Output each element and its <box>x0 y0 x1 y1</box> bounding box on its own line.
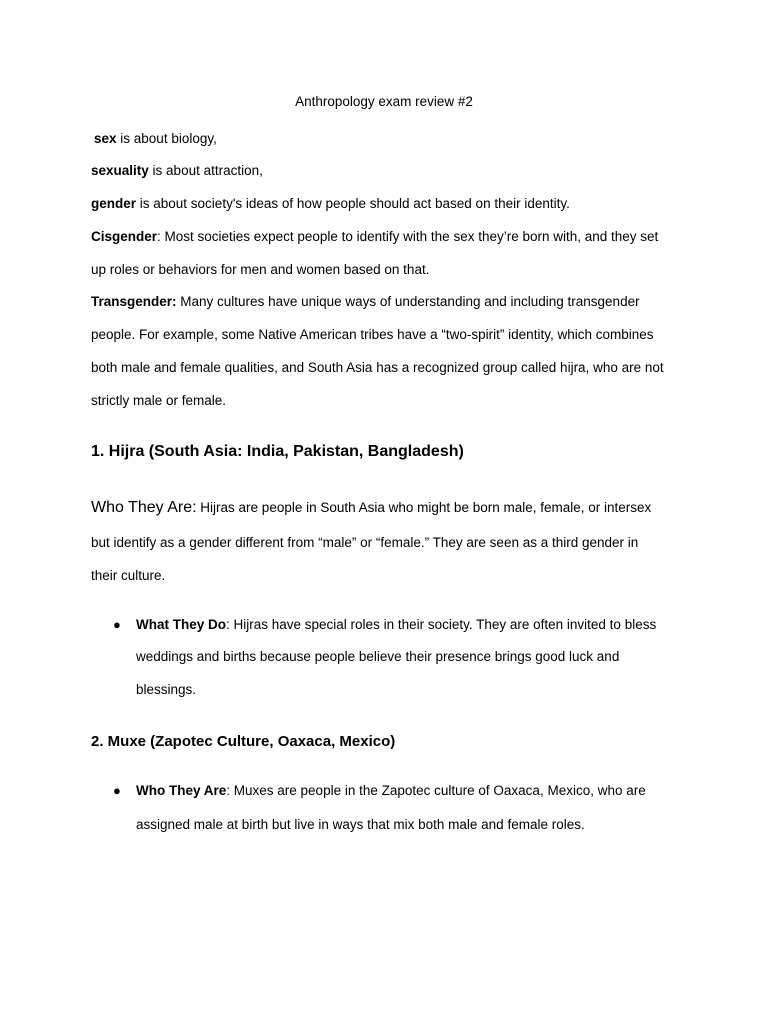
term-sex: sex <box>94 131 117 146</box>
hijra-bullet-text: : Hijras have special roles in their society. They are often invited to bless <box>226 617 657 632</box>
term-transgender: Transgender: <box>91 294 177 309</box>
section-heading-hijra: 1. Hijra (South Asia: India, Pakistan, Bangladesh) <box>91 443 464 460</box>
document-title: Anthropology exam review #2 <box>295 94 473 109</box>
definition-transgender-line3: both male and female qualities, and South Asia has a recognized group called hijra, who are not <box>91 360 664 375</box>
muxe-bullet-line2: assigned male at birth but live in ways that mix both male and female roles. <box>136 817 585 832</box>
muxe-bullet-line1 <box>136 782 646 800</box>
hijra-bullet-line3: blessings. <box>136 682 197 697</box>
who-they-are-label: Who They Are <box>91 499 193 516</box>
definition-transgender-line2: people. For example, some Native American tribes have a “two-spirit” identity, which combines <box>91 327 654 342</box>
definition-cisgender-text: : Most societies expect people to identify with the sex they’re born with, and they set <box>157 229 659 244</box>
definition-sexuality-text: is about attraction, <box>148 163 263 178</box>
definition-gender-text: is about society's ideas of how people should act based on their identity. <box>136 196 570 211</box>
hijra-bullet-line2: weddings and births because people believe their presence brings good luck and <box>136 649 620 664</box>
definition-sex <box>94 130 694 148</box>
definition-transgender-line4: strictly male or female. <box>91 393 227 408</box>
definition-transgender-line1 <box>91 293 691 311</box>
term-sexuality: sexuality <box>91 163 149 178</box>
definition-sex-text: is about biology, <box>116 131 217 146</box>
term-gender: gender <box>91 196 137 211</box>
who-they-are-colon: : <box>192 499 197 516</box>
muxe-bullet-text: : Muxes are people in the Zapotec culture of Oaxaca, Mexico, who are <box>226 783 646 798</box>
bullet-icon: ● <box>113 783 121 798</box>
hijra-who-text: Hijras are people in South Asia who might be born male, female, or intersex <box>196 500 652 515</box>
hijra-who-line2: but identify as a gender different from “male” or “female.” They are seen as a third gender in <box>91 535 639 550</box>
definition-gender <box>91 195 691 213</box>
definition-cisgender-line2: up roles or behaviors for men and women based on that. <box>91 262 430 277</box>
who-they-are-bullet-label: Who They Are <box>136 783 227 798</box>
hijra-bullet-line1 <box>136 616 656 634</box>
bullet-icon: ● <box>113 617 121 632</box>
hijra-who-line3: their culture. <box>91 568 166 583</box>
definition-cisgender-line1 <box>91 228 691 246</box>
definition-sexuality <box>91 162 691 180</box>
term-cisgender: Cisgender <box>91 229 158 244</box>
hijra-who-line1 <box>91 499 691 517</box>
section-heading-muxe: 2. Muxe (Zapotec Culture, Oaxaca, Mexico) <box>91 733 396 750</box>
what-they-do-label: What They Do <box>136 617 226 632</box>
definition-transgender-text: Many cultures have unique ways of understanding and including transgender <box>176 294 640 309</box>
